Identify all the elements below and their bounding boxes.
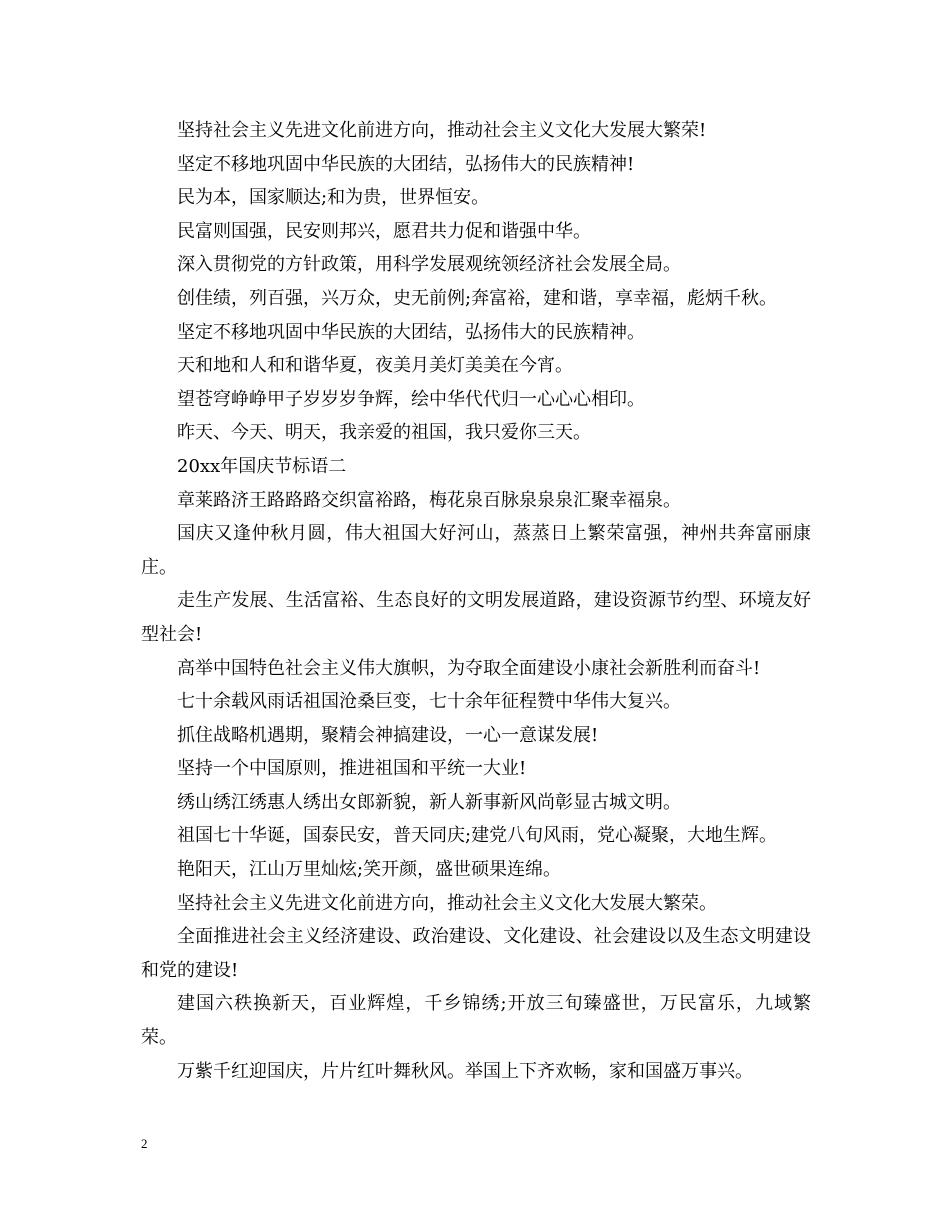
paragraph: 章莱路济王路路路交织富裕路，梅花泉百脉泉泉泉汇聚幸福泉。 (177, 489, 681, 511)
page-number: 2 (141, 1136, 148, 1151)
paragraph: 民富则国强，民安则邦兴，愿君共力促和谐强中华。 (177, 220, 591, 242)
paragraph: 七十余载风雨话祖国沧桑巨变，七十余年征程赞中华伟大复兴。 (177, 691, 681, 713)
paragraph: 坚持一个中国原则，推进祖国和平统一大业! (177, 758, 527, 780)
paragraph: 天和地和人和和谐华夏，夜美月美灯美美在今宵。 (177, 355, 573, 377)
paragraph: 建国六秩换新天，百业辉煌，千乡锦绣;开放三旬臻盛世，万民富乐，九域繁荣。 (141, 993, 811, 1049)
paragraph: 坚持社会主义先进文化前进方向，推动社会主义文化大发展大繁荣! (177, 120, 707, 141)
section-heading: 20xx年国庆节标语二 (177, 455, 347, 477)
paragraph: 走生产发展、生活富裕、生态良好的文明发展道路，建设资源节约型、环境友好型社会! (141, 590, 811, 645)
paragraph: 国庆又逢仲秋月圆，伟大祖国大好河山，蒸蒸日上繁荣富强，神州共奔富丽康庄。 (141, 523, 811, 578)
paragraph: 万紫千红迎国庆，片片红叶舞秋风。举国上下齐欢畅，家和国盛万事兴。 (177, 1060, 753, 1082)
document-body (141, 114, 811, 1088)
paragraph: 艳阳天，江山万里灿炫;笑开颜，盛世硕果连绵。 (177, 859, 562, 881)
paragraph: 深入贯彻党的方针政策，用科学发展观统领经济社会发展全局。 (177, 254, 681, 276)
paragraph: 昨天、今天、明天，我亲爱的祖国，我只爱你三天。 (177, 422, 591, 444)
paragraph: 全面推进社会主义经济建设、政治建设、文化建设、社会建设以及生态文明建设和党的建设! (141, 926, 811, 981)
paragraph: 祖国七十华诞，国泰民安，普天同庆;建党八旬风雨，党心凝聚，大地生辉。 (177, 825, 778, 847)
paragraph: 坚持社会主义先进文化前进方向，推动社会主义文化大发展大繁荣。 (177, 892, 717, 914)
paragraph: 望苍穹峥峥甲子岁岁岁争辉，绘中华代代归一心心心相印。 (177, 388, 645, 410)
paragraph: 坚定不移地巩固中华民族的大团结，弘扬伟大的民族精神! (177, 153, 635, 175)
paragraph: 抓住战略机遇期，聚精会神搞建设，一心一意谋发展! (177, 724, 599, 746)
paragraph: 坚定不移地巩固中华民族的大团结，弘扬伟大的民族精神。 (177, 321, 645, 343)
paragraph: 民为本，国家顺达;和为贵，世界恒安。 (177, 187, 490, 209)
paragraph: 创佳绩，列百强，兴万众，史无前例;奔富裕，建和谐，享幸福，彪炳千秋。 (177, 287, 778, 309)
paragraph: 绣山绣江绣惠人绣出女郎新貌，新人新事新风尚彰显古城文明。 (177, 791, 681, 813)
paragraph: 高举中国特色社会主义伟大旗帜，为夺取全面建设小康社会新胜利而奋斗! (177, 657, 761, 679)
